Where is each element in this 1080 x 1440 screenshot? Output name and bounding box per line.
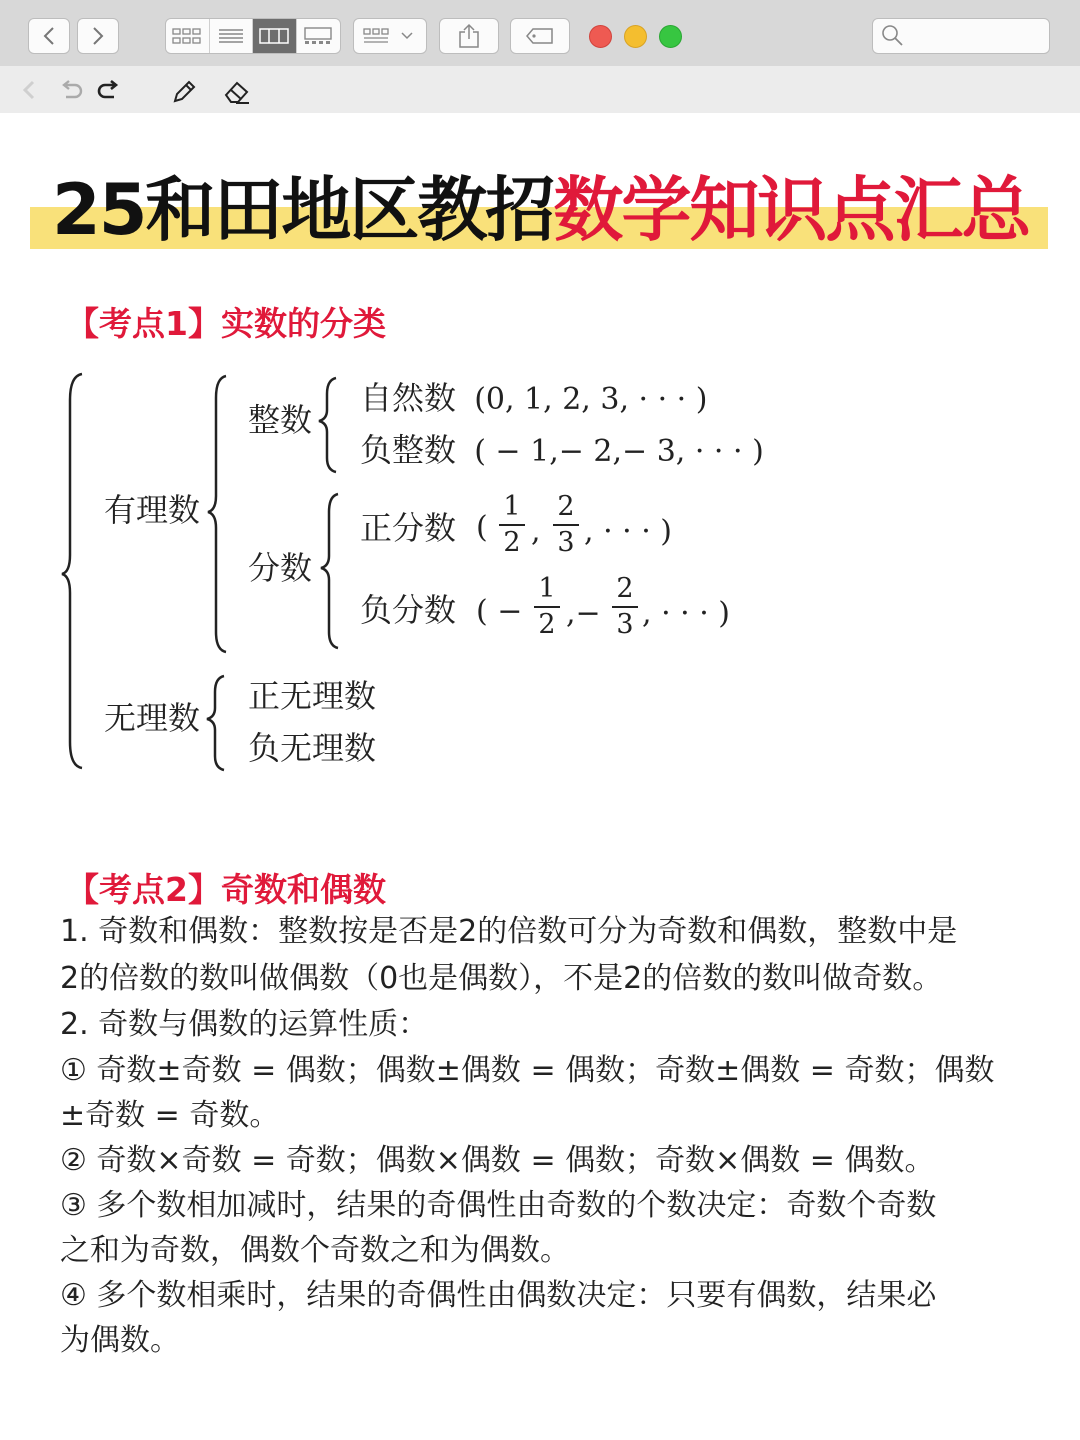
neg-fraction-two-thirds: [612, 574, 638, 640]
natural-label: 自然数: [360, 379, 457, 417]
natural-set: (0, 1, 2, 3, · · · ): [474, 382, 708, 417]
body-line: 为偶数。: [60, 1323, 180, 1358]
pos-irrational-label: 正无理数: [248, 677, 377, 715]
pos-fraction-tail: , · · · ): [584, 514, 672, 549]
fraction-denominator: 2: [503, 527, 521, 558]
title-black-part: 25和田地区教招: [52, 169, 554, 251]
integer-label: 整数: [248, 401, 313, 439]
section2-heading: 【考点2】奇数和偶数: [66, 870, 386, 909]
section1-heading: 【考点1】实数的分类: [66, 304, 386, 343]
irrational-label: 无理数: [104, 699, 201, 737]
fraction-bar: [534, 606, 560, 608]
fraction-bar: [553, 524, 579, 526]
fraction-bar: [612, 606, 638, 608]
neg-integer-set: ( − 1,− 2,− 3, · · · ): [474, 434, 764, 469]
neg-fraction-label: 负分数: [360, 591, 457, 629]
fraction-label: 分数: [248, 549, 313, 587]
body-line: ③ 多个数相加减时，结果的奇偶性由奇数的个数决定：奇数个奇数: [60, 1188, 937, 1223]
fraction-bar: [499, 524, 525, 526]
fraction-denominator: 3: [557, 527, 575, 558]
body-line: 之和为奇数，偶数个奇数之和为偶数。: [60, 1233, 570, 1268]
neg-fraction-tail: , · · · ): [642, 596, 730, 631]
neg-integer-row: [360, 430, 764, 472]
neg-fraction-mid: ,−: [566, 596, 601, 631]
fraction-two-thirds: [553, 492, 579, 558]
rational-label: 有理数: [104, 491, 201, 529]
fraction-denominator: 2: [538, 609, 556, 640]
fraction-denominator: 3: [616, 609, 634, 640]
fraction-numerator: 1: [503, 491, 521, 522]
natural-row: [360, 378, 707, 420]
pos-fraction-comma: ,: [531, 514, 541, 549]
fraction-numerator: 1: [538, 573, 556, 604]
neg-fraction-one-half: [534, 574, 560, 640]
neg-fraction-open: ( −: [476, 594, 523, 629]
fraction-numerator: 2: [557, 491, 575, 522]
title-red-part: 数学知识点汇总: [553, 169, 1030, 251]
body-line: 2. 奇数与偶数的运算性质：: [60, 1007, 429, 1042]
body-line: ④ 多个数相乘时，结果的奇偶性由偶数决定：只要有偶数，结果必: [60, 1278, 937, 1313]
fraction-numerator: 2: [616, 573, 634, 604]
pos-fraction-label: 正分数: [360, 509, 457, 547]
neg-irrational-label: 负无理数: [248, 729, 377, 767]
body-line: ① 奇数±奇数 = 偶数；偶数±偶数 = 偶数；奇数±偶数 = 奇数；偶数: [60, 1053, 995, 1088]
pos-fraction-open: (: [476, 510, 488, 545]
body-line: 2的倍数的数叫做偶数（0也是偶数），不是2的倍数的数叫做奇数。: [60, 961, 943, 996]
body-line: 1. 奇数和偶数：整数按是否是2的倍数可分为奇数和偶数，整数中是: [60, 914, 958, 949]
fraction-one-half: [499, 492, 525, 558]
body-line: ② 奇数×奇数 = 奇数；偶数×偶数 = 偶数；奇数×偶数 = 偶数。: [60, 1143, 935, 1178]
neg-integer-label: 负整数: [360, 431, 457, 469]
body-line: ±奇数 = 奇数。: [60, 1098, 280, 1133]
